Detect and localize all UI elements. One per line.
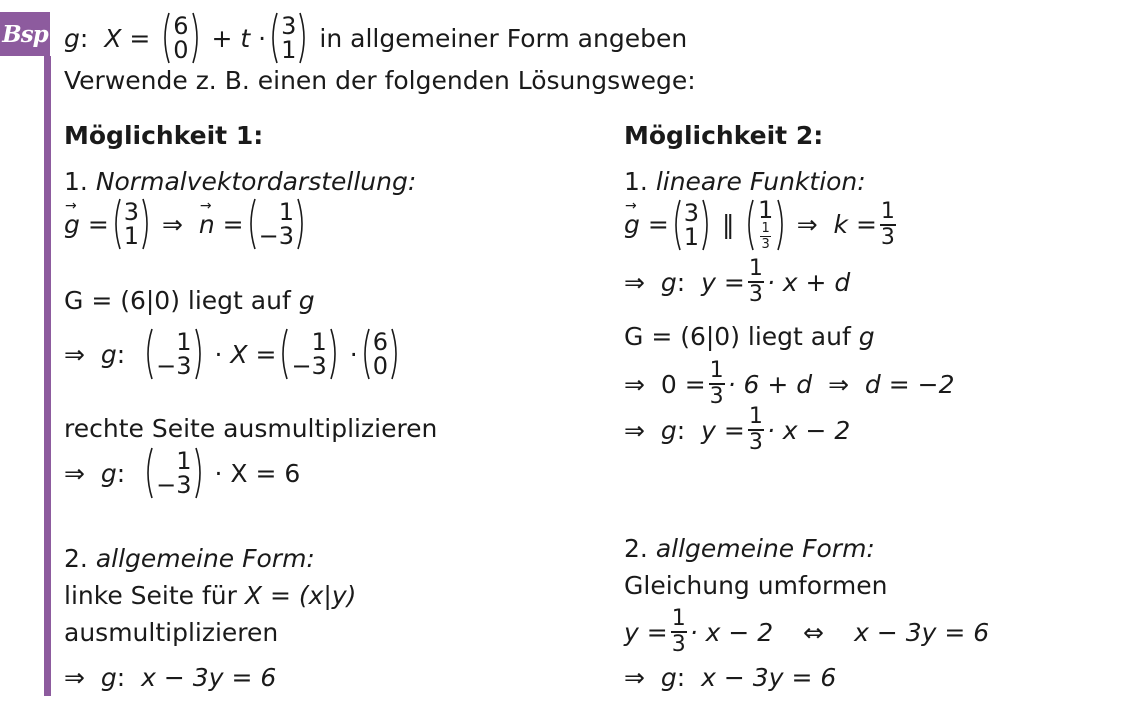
accent-bar (44, 56, 51, 696)
m2-direction-line: → g = 3 1 ‖ 1 $\frac{1}{3}$ ⇒ k = $\frac{1}{3}$ (624, 198, 899, 251)
m2-step2-title: 2. allgemeine Form: (624, 534, 875, 563)
m1-step2-title: 2. allgemeine Form: (64, 544, 315, 573)
m1-equation-2: ⇒ g : 1 −3 · X = 6 (64, 447, 301, 499)
m1-heading: Möglichkeit 1: (64, 121, 264, 150)
m2-solve-d: ⇒ 0 = $\frac{1}{3}$ · 6 + d ⇒ d = −2 (624, 358, 955, 409)
m1-step1-title: 1. Normalvektordarstellung: (64, 167, 417, 196)
m1-left-side-text: linke Seite für X = (x|y) (64, 581, 357, 610)
m1-point-line: G = (6|0) liegt auf g (64, 286, 315, 315)
m1-right-side-text: rechte Seite ausmultiplizieren (64, 414, 438, 443)
m1-normal-vector-line: → g = 3 1 ⇒ → n = 1 −3 (64, 198, 309, 250)
vector-start: 6 0 (160, 12, 201, 64)
task-line: g : X = 6 0 + t · 3 1 in allgemeiner Form angeben (64, 12, 688, 64)
m2-transform-text: Gleichung umformen (624, 571, 888, 600)
m2-heading: Möglichkeit 2: (624, 121, 824, 150)
m1-multiply-text: ausmultiplizieren (64, 618, 279, 647)
m2-result-line: ⇒ g : y = $\frac{1}{3}$ · x − 2 (624, 404, 851, 455)
m1-final-equation: ⇒ g : x − 3y = 6 (64, 663, 277, 692)
vector-direction: 3 1 (268, 12, 309, 64)
m2-equivalence: y = $\frac{1}{3}$ · x − 2 ⇔ x − 3y = 6 (624, 606, 990, 657)
m2-step1-title: 1. lineare Funktion: (624, 167, 866, 196)
m2-final-equation: ⇒ g : x − 3y = 6 (624, 663, 837, 692)
intro-instruction: Verwende z. B. einen der folgenden Lösungswege: (64, 66, 696, 95)
m2-point-line: G = (6|0) liegt auf g (624, 322, 875, 351)
m2-line-equation: ⇒ g : y = $\frac{1}{3}$ · x + d (624, 256, 851, 307)
example-badge: Bsp (0, 12, 50, 56)
m1-equation-1: ⇒ g : 1 −3 · X = 1 −3 · 6 0 (64, 328, 403, 380)
